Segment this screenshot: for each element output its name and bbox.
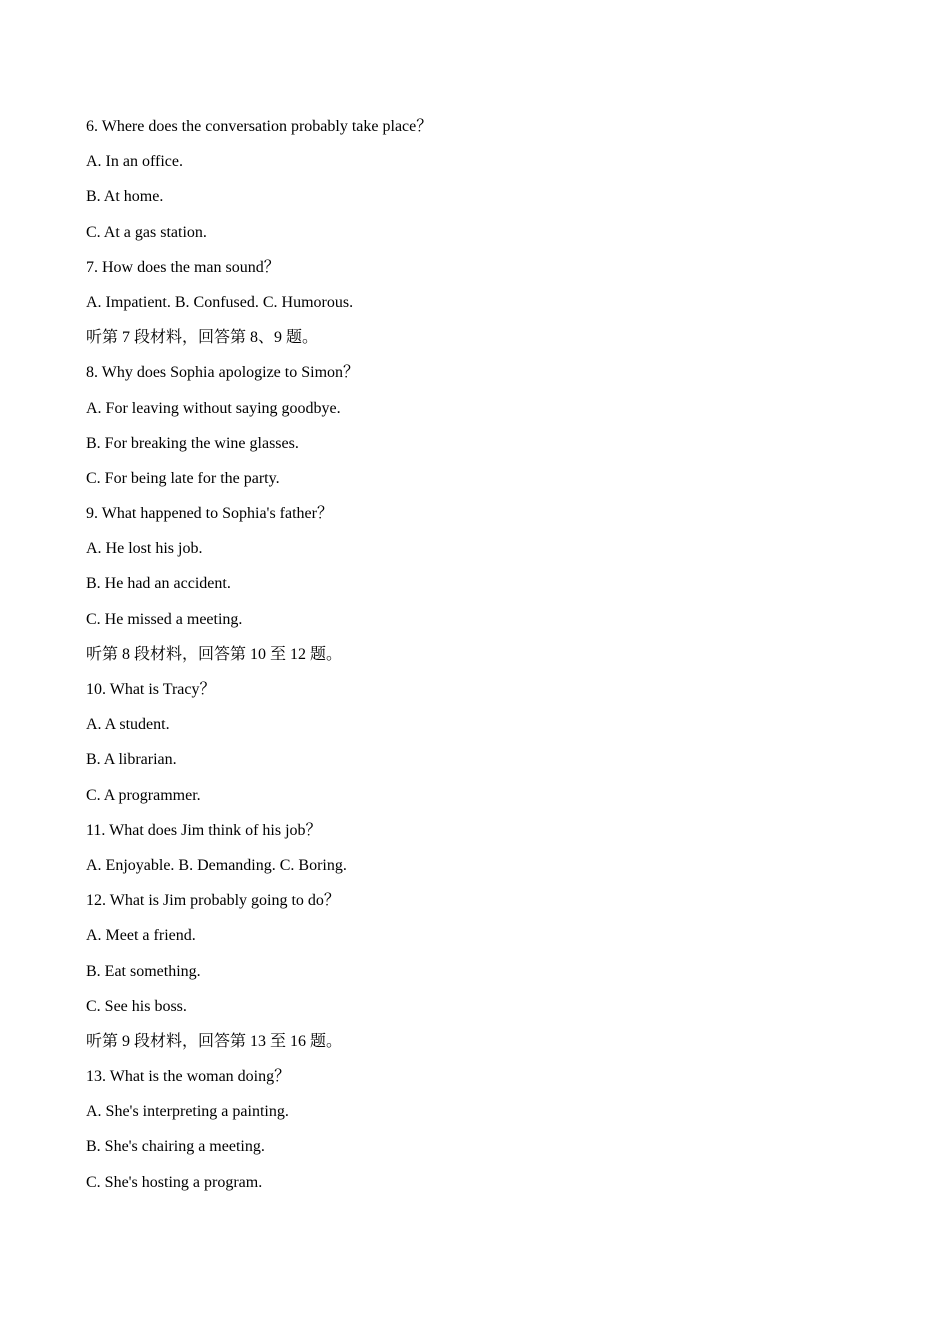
section-instruction-7: 听第 7 段材料，回答第 8、9 题。 — [86, 329, 319, 347]
option-13a: A. She's interpreting a painting. — [86, 1103, 289, 1121]
question-10: 10. What is Tracy？ — [86, 681, 216, 698]
question-8: 8. Why does Sophia apologize to Simon？ — [86, 364, 360, 382]
option-12c: C. See his boss. — [86, 997, 187, 1015]
option-9b: B. He had an accident. — [86, 575, 231, 593]
option-13b: B. She's chairing a meeting. — [86, 1138, 265, 1156]
option-10b: B. A librarian. — [86, 751, 177, 769]
option-12b: B. Eat something. — [86, 962, 201, 980]
option-12a: A. Meet a friend. — [86, 927, 196, 945]
question-7: 7. How does the man sound？ — [86, 258, 280, 276]
option-10c: C. A programmer. — [86, 786, 201, 804]
options-11: A. Enjoyable. B. Demanding. C. Boring. — [86, 856, 347, 874]
option-13c: C. She's hosting a program. — [86, 1173, 263, 1191]
option-9a: A. He lost his job. — [86, 540, 203, 558]
option-8c: C. For being late for the party. — [86, 469, 280, 487]
option-8b: B. For breaking the wine glasses. — [86, 434, 299, 452]
question-12: 12. What is Jim probably going to do？ — [86, 892, 340, 910]
section-instruction-8: 听第 8 段材料，回答第 10 至 12 题。 — [86, 645, 343, 663]
options-7: A. Impatient. B. Confused. C. Humorous. — [86, 293, 354, 311]
option-9c: C. He missed a meeting. — [86, 610, 243, 628]
question-6: 6. Where does the conversation probably take place？ — [86, 118, 433, 135]
option-6c: C. At a gas station. — [86, 223, 207, 241]
question-13: 13. What is the woman doing？ — [86, 1068, 291, 1086]
question-9: 9. What happened to Sophia's father？ — [86, 505, 333, 523]
option-6b: B. At home. — [86, 188, 164, 206]
option-10a: A. A student. — [86, 716, 170, 734]
option-8a: A. For leaving without saying goodbye. — [86, 399, 341, 417]
section-instruction-9: 听第 9 段材料，回答第 13 至 16 题。 — [86, 1032, 343, 1050]
option-6a: A. In an office. — [86, 153, 183, 171]
document-page — [86, 115, 886, 1206]
question-11: 11. What does Jim think of his job？ — [86, 821, 322, 839]
